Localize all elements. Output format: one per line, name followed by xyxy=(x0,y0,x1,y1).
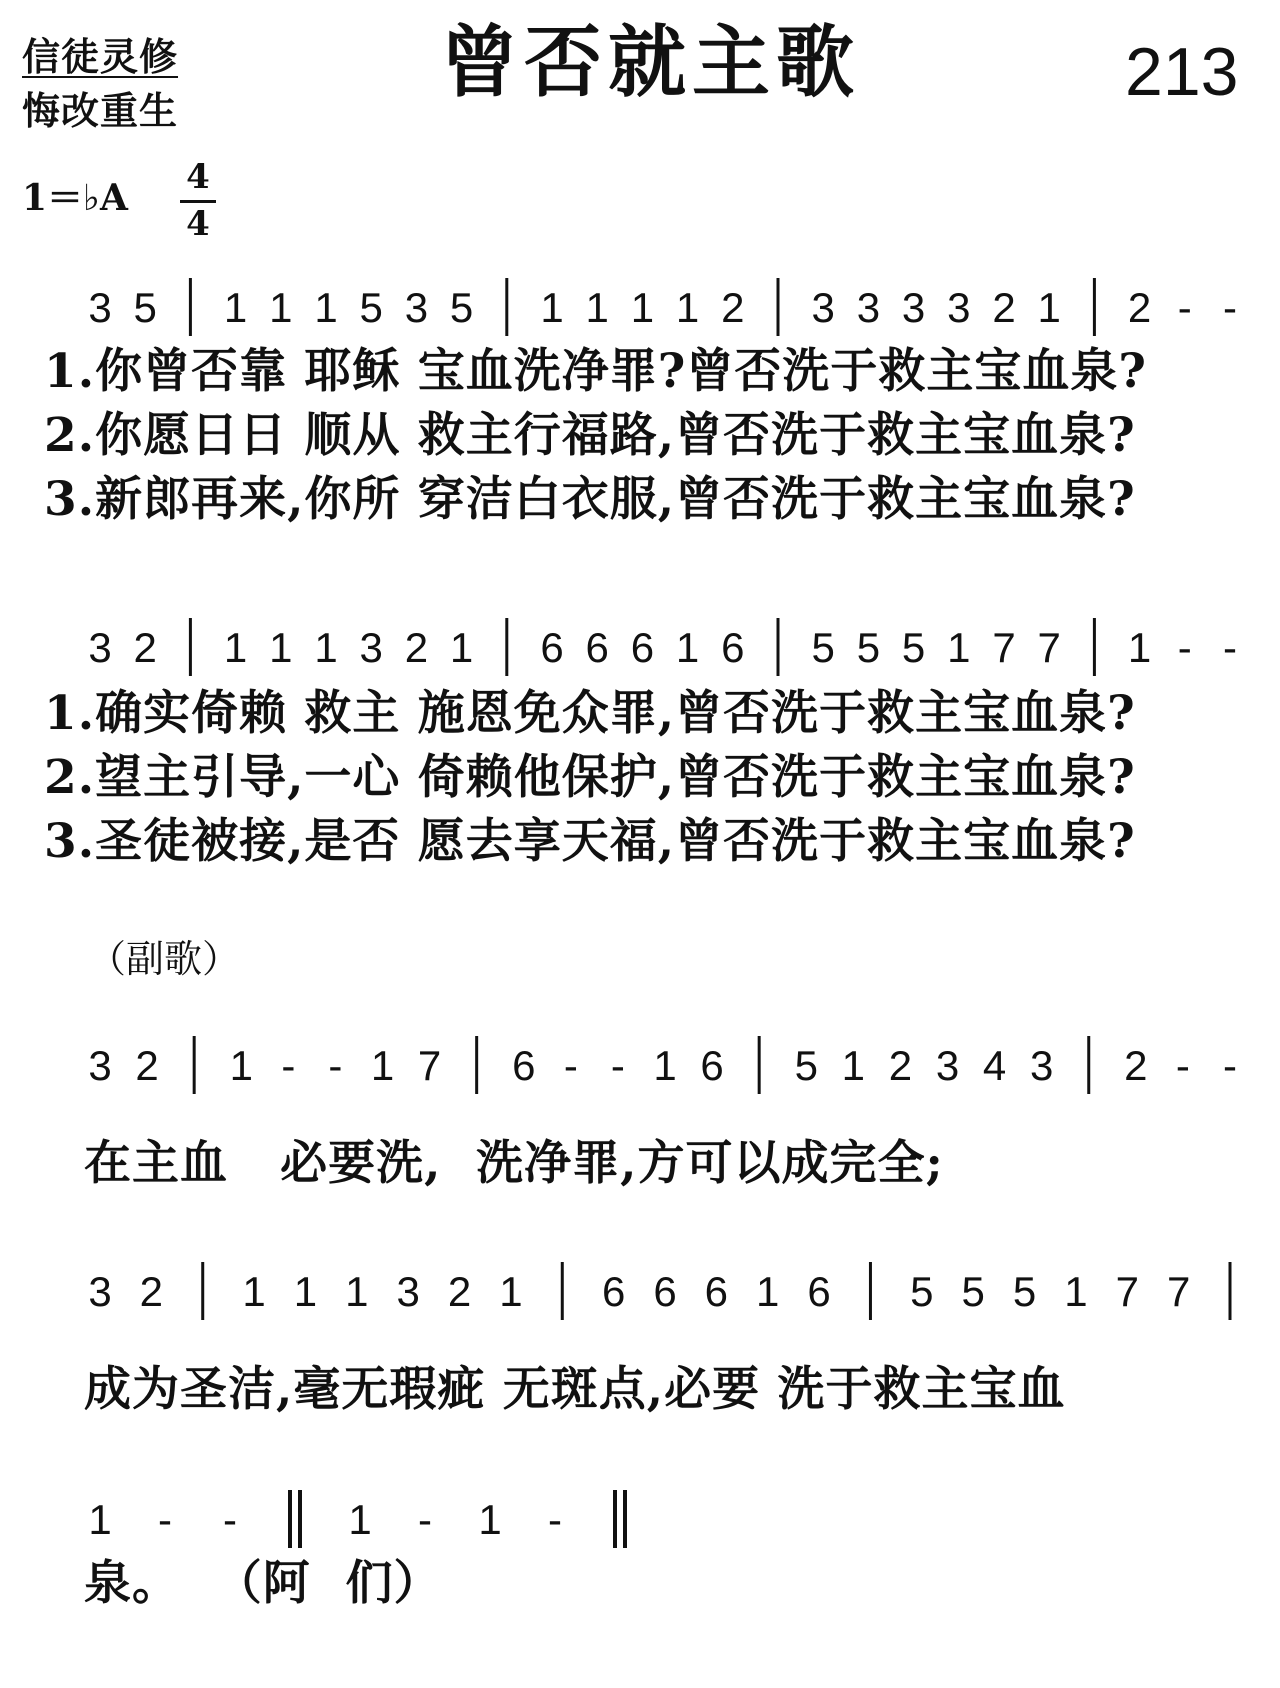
note: 1 xyxy=(675,624,700,671)
note: 1 xyxy=(630,284,655,331)
note: 1 xyxy=(478,1496,502,1543)
note: 1 xyxy=(653,1042,677,1089)
note: 1 xyxy=(1037,284,1061,331)
hymn-title: 曾否就主歌 xyxy=(440,17,861,108)
note: 2 xyxy=(139,1268,164,1315)
note: 6 xyxy=(721,624,745,671)
note: 1 xyxy=(269,284,293,331)
note: 1 xyxy=(370,1042,395,1089)
note: 5 xyxy=(133,284,157,331)
note: 5 xyxy=(359,284,383,331)
note: 1 xyxy=(756,1268,780,1315)
category-label-devotion: 信徒灵修 xyxy=(22,34,179,79)
dash-note: - xyxy=(1223,284,1237,331)
notation-row-verse-2 xyxy=(88,618,1237,676)
note: 7 xyxy=(417,1042,442,1089)
note: 2 xyxy=(721,284,745,331)
note: 5 xyxy=(901,624,926,671)
notation-row-chorus-2 xyxy=(88,1262,1230,1320)
note: 7 xyxy=(992,624,1016,671)
note: 6 xyxy=(512,1042,536,1089)
note: 3 xyxy=(88,1042,112,1089)
notation-row-chorus-1 xyxy=(88,1036,1237,1094)
note: 3 xyxy=(811,284,835,331)
chorus-lyric-line-1: 在主血 必要洗, 洗净罪,方可以成完全; xyxy=(84,1136,944,1191)
notation-row-chorus-3 xyxy=(88,1490,625,1548)
dash-note: - xyxy=(1223,1042,1237,1089)
note: 5 xyxy=(961,1268,985,1315)
dash-note: - xyxy=(223,1496,237,1543)
note: 6 xyxy=(807,1268,831,1315)
note: 3 xyxy=(88,624,112,671)
note: 1 xyxy=(947,624,971,671)
note: 1 xyxy=(223,624,248,671)
lyric-line-s1-v2: 2.你愿日日 顺从 救主行福路,曾否洗于救主宝血泉? xyxy=(44,408,1136,463)
notation-row-verse-1 xyxy=(88,278,1237,336)
note: 6 xyxy=(700,1042,724,1089)
note: 1 xyxy=(1064,1268,1088,1315)
dash-note: - xyxy=(1177,284,1192,331)
note: 1 xyxy=(675,284,700,331)
note: 3 xyxy=(88,284,112,331)
note: 5 xyxy=(449,284,474,331)
note: 1 xyxy=(269,624,293,671)
note: 3 xyxy=(947,284,971,331)
hymn-number: 213 xyxy=(1125,34,1239,110)
dash-note: - xyxy=(610,1042,625,1089)
note: 4 xyxy=(982,1042,1007,1089)
note: 3 xyxy=(396,1268,420,1315)
note: 1 xyxy=(314,624,338,671)
note: 3 xyxy=(359,624,383,671)
note: 5 xyxy=(811,624,835,671)
dash-note: - xyxy=(548,1496,562,1543)
note: 1 xyxy=(841,1042,866,1089)
note: 6 xyxy=(585,624,609,671)
note: 1 xyxy=(88,1496,112,1543)
note: 2 xyxy=(992,284,1016,331)
note: 7 xyxy=(1166,1268,1191,1315)
chorus-lyric-line-3: 泉。 （阿 们） xyxy=(84,1556,442,1611)
note: 5 xyxy=(910,1268,934,1315)
dash-note: - xyxy=(1177,624,1192,671)
note: 6 xyxy=(704,1268,729,1315)
dash-note: - xyxy=(563,1042,578,1089)
note: 3 xyxy=(1029,1042,1054,1089)
dash-note: - xyxy=(281,1042,296,1089)
note: 5 xyxy=(794,1042,818,1089)
dash-note: - xyxy=(1223,624,1237,671)
note: 1 xyxy=(449,624,474,671)
note: 1 xyxy=(348,1496,372,1543)
note: 3 xyxy=(901,284,926,331)
note: 3 xyxy=(856,284,881,331)
dash-note: - xyxy=(1175,1042,1190,1089)
note: 3 xyxy=(404,284,429,331)
lyric-line-s2-v3: 3.圣徒被接,是否 愿去享天福,曾否洗于救主宝血泉? xyxy=(44,814,1136,869)
note: 6 xyxy=(601,1268,626,1315)
note: 1 xyxy=(585,284,609,331)
note: 7 xyxy=(1037,624,1061,671)
note: 1 xyxy=(229,1042,253,1089)
time-signature-top: 4 xyxy=(186,157,210,197)
dash-note: - xyxy=(328,1042,343,1089)
note: 6 xyxy=(540,624,564,671)
note: 5 xyxy=(856,624,881,671)
note: 1 xyxy=(345,1268,369,1315)
note: 2 xyxy=(135,1042,159,1089)
note: 6 xyxy=(630,624,655,671)
note: 2 xyxy=(1124,1042,1148,1089)
chorus-label: （副歌） xyxy=(88,937,241,981)
key-signature: 1＝♭A xyxy=(22,177,128,219)
note: 3 xyxy=(935,1042,960,1089)
note: 1 xyxy=(314,284,338,331)
note: 2 xyxy=(447,1268,472,1315)
note: 2 xyxy=(404,624,429,671)
note: 5 xyxy=(1012,1268,1037,1315)
note: 2 xyxy=(133,624,157,671)
lyric-line-s1-v1: 1.你曾否靠 耶稣 宝血洗净罪?曾否洗于救主宝血泉? xyxy=(44,344,1147,399)
note: 7 xyxy=(1115,1268,1139,1315)
note: 1 xyxy=(242,1268,266,1315)
note: 1 xyxy=(540,284,564,331)
note: 1 xyxy=(499,1268,523,1315)
note: 1 xyxy=(223,284,248,331)
chorus-lyric-line-2: 成为圣洁,毫无瑕疵 无斑点,必要 洗于救主宝血 xyxy=(84,1362,1066,1417)
lyric-line-s1-v3: 3.新郎再来,你所 穿洁白衣服,曾否洗于救主宝血泉? xyxy=(44,472,1136,527)
lyric-line-s2-v1: 1.确实倚赖 救主 施恩免众罪,曾否洗于救主宝血泉? xyxy=(44,686,1136,741)
time-signature-bottom: 4 xyxy=(186,204,210,244)
note: 2 xyxy=(888,1042,913,1089)
dash-note: - xyxy=(418,1496,432,1543)
note: 3 xyxy=(88,1268,112,1315)
note: 2 xyxy=(1127,284,1152,331)
note: 6 xyxy=(653,1268,677,1315)
category-label-repentance: 悔改重生 xyxy=(22,88,179,133)
note: 1 xyxy=(293,1268,318,1315)
lyric-line-s2-v2: 2.望主引导,一心 倚赖他保护,曾否洗于救主宝血泉? xyxy=(44,750,1136,805)
dash-note: - xyxy=(158,1496,172,1543)
note: 1 xyxy=(1127,624,1152,671)
